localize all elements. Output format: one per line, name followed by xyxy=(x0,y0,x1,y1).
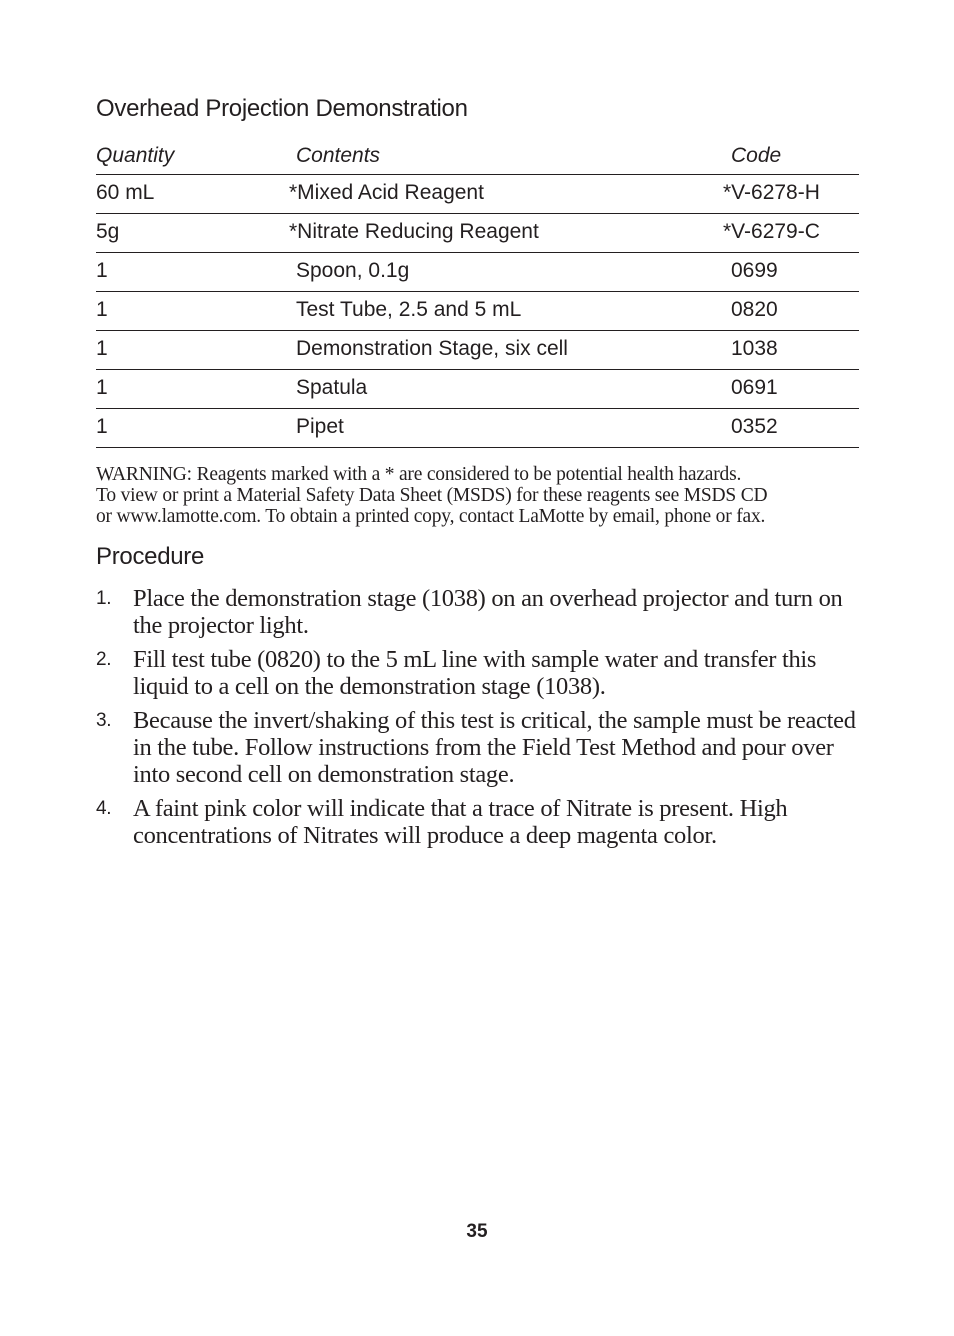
table-row xyxy=(96,253,859,292)
step-number: 2. xyxy=(96,649,112,670)
row-contents: Test Tube, 2.5 and 5 mL xyxy=(296,298,522,321)
procedure-step xyxy=(96,646,866,700)
step-text: Because the invert/shaking of this test is critical, the sample must be reacted in the tube. Follow instructions from the Field Test Method and pour over into second cell on demonstration stage. xyxy=(133,707,856,788)
row-code: 0352 xyxy=(731,415,778,438)
row-quantity: 1 xyxy=(96,376,108,399)
row-contents: Spatula xyxy=(296,376,368,399)
warning-line-1: WARNING: Reagents marked with a * are considered to be potential health hazards. xyxy=(96,464,742,485)
row-quantity: 1 xyxy=(96,298,108,321)
row-quantity: 1 xyxy=(96,259,108,282)
row-code: *V-6278-H xyxy=(723,181,820,204)
warning-line-2: To view or print a Material Safety Data Sheet (MSDS) for these reagents see MSDS CD xyxy=(96,485,768,506)
warning-line-3: or www.lamotte.com. To obtain a printed copy, contact LaMotte by email, phone or fax. xyxy=(96,506,766,527)
table-header xyxy=(96,140,859,175)
row-code: 0691 xyxy=(731,376,778,399)
header-contents: Contents xyxy=(296,144,381,167)
row-contents: Spoon, 0.1g xyxy=(296,259,410,282)
row-contents: Pipet xyxy=(296,415,344,438)
row-code: 1038 xyxy=(731,337,778,360)
procedure-step xyxy=(96,585,866,639)
row-quantity: 60 mL xyxy=(96,181,155,204)
row-contents: Demonstration Stage, six cell xyxy=(296,337,568,360)
step-number: 3. xyxy=(96,710,112,731)
step-number: 1. xyxy=(96,588,112,609)
table-row xyxy=(96,409,859,448)
row-contents: *Nitrate Reducing Reagent xyxy=(289,220,539,243)
table-row xyxy=(96,214,859,253)
health-hazard-warning xyxy=(96,464,866,527)
row-contents: *Mixed Acid Reagent xyxy=(289,181,484,204)
table-row xyxy=(96,292,859,331)
table-row xyxy=(96,370,859,409)
row-code: 0820 xyxy=(731,298,778,321)
step-text: Place the demonstration stage (1038) on an overhead projector and turn on the projector light. xyxy=(133,585,843,639)
step-text: Fill test tube (0820) to the 5 mL line with sample water and transfer this liquid to a cell on the demonstration stage (1038). xyxy=(133,646,817,700)
step-number: 4. xyxy=(96,798,112,819)
row-quantity: 1 xyxy=(96,415,108,438)
table-row xyxy=(96,175,859,214)
kit-title: Overhead Projection Demonstration xyxy=(96,95,468,122)
header-quantity: Quantity xyxy=(96,144,175,167)
step-text: A faint pink color will indicate that a trace of Nitrate is present. High concentrations of Nitrates will produce a deep magenta color. xyxy=(133,795,788,849)
table-row xyxy=(96,331,859,370)
procedure-step xyxy=(96,707,866,788)
header-code: Code xyxy=(731,144,782,167)
row-quantity: 5g xyxy=(96,220,120,243)
row-code: *V-6279-C xyxy=(723,220,820,243)
procedure-title: Procedure xyxy=(96,543,205,570)
row-quantity: 1 xyxy=(96,337,108,360)
page-number: 35 xyxy=(466,1221,488,1242)
procedure-step xyxy=(96,795,866,849)
procedure-steps xyxy=(96,585,866,856)
row-code: 0699 xyxy=(731,259,778,282)
contents-table xyxy=(96,140,859,448)
